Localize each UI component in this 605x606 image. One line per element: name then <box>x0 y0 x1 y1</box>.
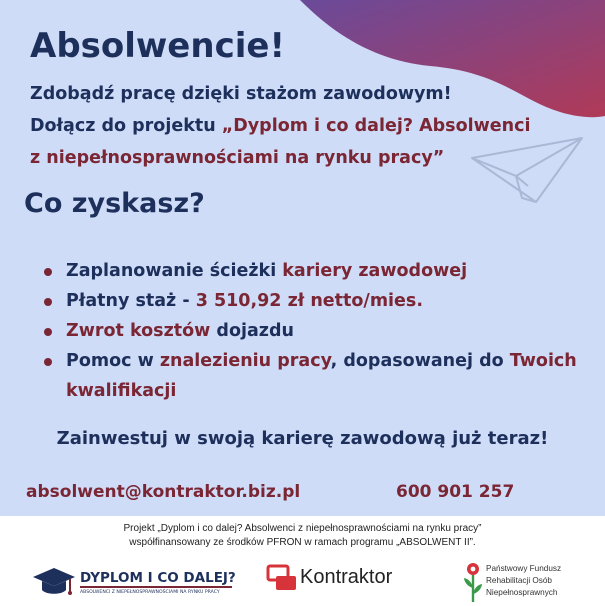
pfron-flower-icon <box>462 560 484 604</box>
funding-note-line-2: współfinansowany ze środków PFRON w ramach programu „ABSOLWENT II”. <box>129 537 476 548</box>
headline: Absolwencie! <box>30 26 285 66</box>
graduation-cap-icon <box>32 566 76 600</box>
benefit-text: dojazdu <box>210 321 294 341</box>
logo-kontraktor <box>266 560 416 600</box>
bullet-icon <box>44 298 52 306</box>
benefit-item <box>44 316 584 346</box>
benefit-text: Zaplanowanie ścieżki <box>66 261 283 281</box>
logo-pfron-line-3: Niepełnosprawnych <box>486 588 558 597</box>
logo-dyplom-title: DYPLOM I CO DALEJ? <box>80 570 236 586</box>
funding-note-line-1: Projekt „Dyplom i co dalej? Absolwenci z niepełnosprawnościami na rynku pracy” <box>123 523 482 534</box>
benefit-text: , dopasowanej do <box>330 351 510 371</box>
section-title: Co zyskasz? <box>24 188 205 219</box>
benefit-text: Płatny staż - <box>66 291 196 311</box>
benefit-highlight: znalezieniu pracy <box>159 351 331 371</box>
benefit-highlight: kariery zawodowej <box>282 261 468 281</box>
benefit-highlight: 3 510,92 zł netto/mies. <box>195 291 423 311</box>
contact-phone[interactable]: 600 901 257 <box>396 482 515 502</box>
paper-plane-icon <box>470 136 585 206</box>
intro-line-2-prefix: Dołącz do projektu <box>30 116 222 136</box>
benefit-item <box>44 286 584 316</box>
intro-line-1: Zdobądź pracę dzięki stażom zawodowym! <box>30 84 452 104</box>
bullet-icon <box>44 268 52 276</box>
kontraktor-logo-icon <box>266 564 298 594</box>
bullet-icon <box>44 358 52 366</box>
logo-pfron-line-2: Rehabilitacji Osób <box>486 576 552 585</box>
logo-dyplom-subtitle: ABSOLWENCI Z NIEPEŁNOSPRAWNOŚCIAMI NA RYNKU PRACY <box>80 590 220 595</box>
contact-email[interactable]: absolwent@kontraktor.biz.pl <box>26 482 301 502</box>
benefit-text: Pomoc w <box>66 351 160 371</box>
project-name: „Dyplom i co dalej? Absolwenci <box>221 116 531 136</box>
benefit-highlight: Zwrot kosztów <box>66 321 211 341</box>
footer <box>0 516 605 606</box>
logo-dyplom <box>32 562 236 602</box>
benefits-list <box>44 256 584 406</box>
logo-kontraktor-text: Kontraktor <box>300 566 393 588</box>
logo-pfron-line-1: Państwowy Fundusz <box>486 564 562 573</box>
call-to-action: Zainwestuj w swoją karierę zawodową już teraz! <box>56 428 549 449</box>
benefit-item <box>44 256 584 286</box>
bullet-icon <box>44 328 52 336</box>
intro-line-2 <box>30 116 530 136</box>
logo-dyplom-bar <box>80 586 232 588</box>
benefit-item <box>44 346 584 406</box>
intro-line-3: z niepełnosprawnościami na rynku pracy” <box>30 148 445 168</box>
benefit-highlight: Twoich kwalifikacji <box>66 351 577 401</box>
logo-pfron <box>462 560 602 604</box>
